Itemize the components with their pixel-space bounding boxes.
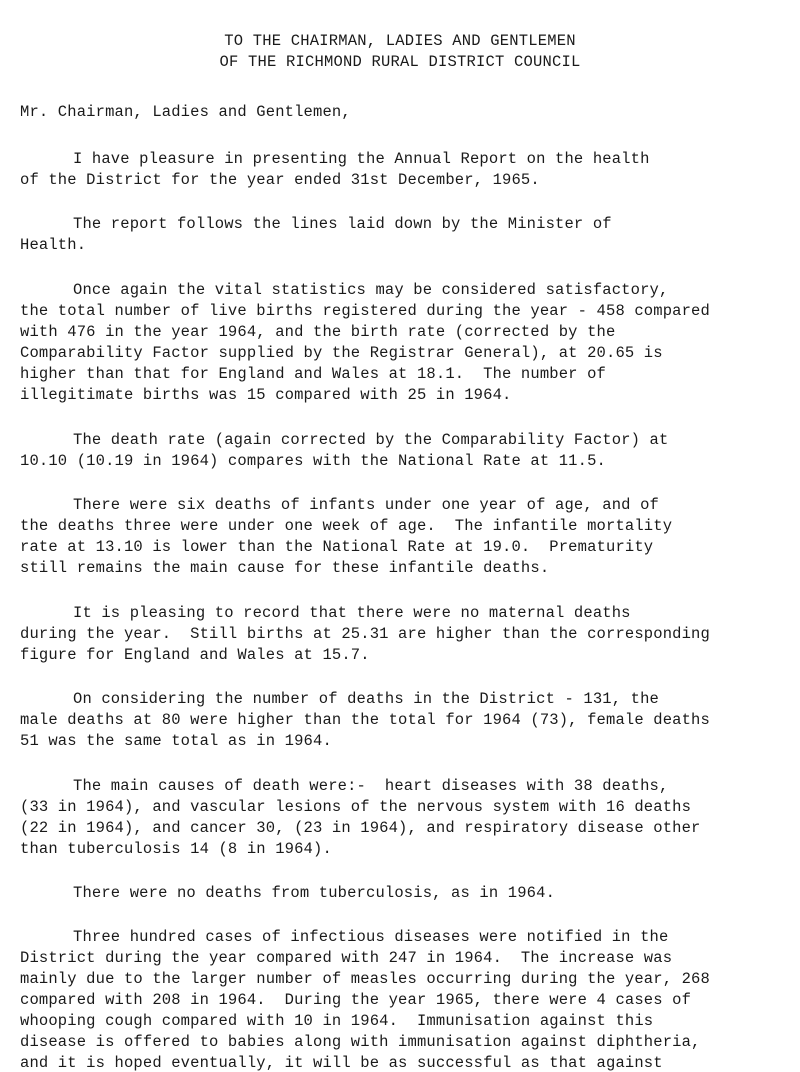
paragraph-line: illegitimate births was 15 compared with 25 in 1964. [20,386,512,404]
paragraph-line: (33 in 1964), and vascular lesions of the nervous system with 16 deaths [20,798,692,816]
paragraph-line: higher than that for England and Wales at 18.1. The number of [20,365,606,383]
paragraph-line: It is pleasing to record that there were no maternal deaths [73,604,631,622]
paragraph-line: The report follows the lines laid down by the Minister of [73,215,612,233]
paragraph-line: (22 in 1964), and cancer 30, (23 in 1964), and respiratory disease other [20,819,701,837]
heading-line-2: OF THE RICHMOND RURAL DISTRICT COUNCIL [219,53,581,71]
paragraph-line: Once again the vital statistics may be considered satisfactory, [73,281,669,299]
paragraph-line: 10.10 (10.19 in 1964) compares with the National Rate at 11.5. [20,452,606,470]
paragraph-line: disease is offered to babies along with immunisation against diphtheria, [20,1033,701,1051]
paragraph-line: figure for England and Wales at 15.7. [20,646,370,664]
salutation: Mr. Chairman, Ladies and Gentlemen, [20,103,351,121]
paragraph-line: On considering the number of deaths in the District - 131, the [73,690,659,708]
paragraph-line: Comparability Factor supplied by the Registrar General), at 20.65 is [20,344,663,362]
paragraph-line: still remains the main cause for these infantile deaths. [20,559,550,577]
paragraph-line: rate at 13.10 is lower than the National Rate at 19.0. Prematurity [20,538,654,556]
heading-line-1: TO THE CHAIRMAN, LADIES AND GENTLEMEN [224,32,576,50]
paragraph-line: Three hundred cases of infectious diseases were notified in the [73,928,669,946]
paragraph-line: the total number of live births registered during the year - 458 compared [20,302,710,320]
paragraph-line: with 476 in the year 1964, and the birth rate (corrected by the [20,323,616,341]
paragraph-line: Health. [20,236,87,254]
paragraph-line: whooping cough compared with 10 in 1964. Immunisation against this [20,1012,654,1030]
paragraph-line: and it is hoped eventually, it will be as successful as that against [20,1054,663,1072]
paragraph-line: mainly due to the larger number of measles occurring during the year, 268 [20,970,710,988]
paragraph-line: I have pleasure in presenting the Annual Report on the health [73,150,650,168]
paragraph-line: 51 was the same total as in 1964. [20,732,332,750]
paragraph-line: District during the year compared with 247 in 1964. The increase was [20,949,673,967]
paragraph-line: the deaths three were under one week of age. The infantile mortality [20,517,673,535]
paragraph-line: The death rate (again corrected by the Comparability Factor) at [73,431,669,449]
paragraph-line: The main causes of death were:- heart diseases with 38 deaths, [73,777,669,795]
paragraph-line: of the District for the year ended 31st December, 1965. [20,171,540,189]
paragraph-line: male deaths at 80 were higher than the total for 1964 (73), female deaths [20,711,710,729]
paragraph-line: than tuberculosis 14 (8 in 1964). [20,840,332,858]
paragraph-line: There were no deaths from tuberculosis, as in 1964. [73,884,556,902]
paragraph-line: There were six deaths of infants under one year of age, and of [73,496,659,514]
paragraph-line: compared with 208 in 1964. During the year 1965, there were 4 cases of [20,991,692,1009]
paragraph-line: during the year. Still births at 25.31 are higher than the corresponding [20,625,710,643]
